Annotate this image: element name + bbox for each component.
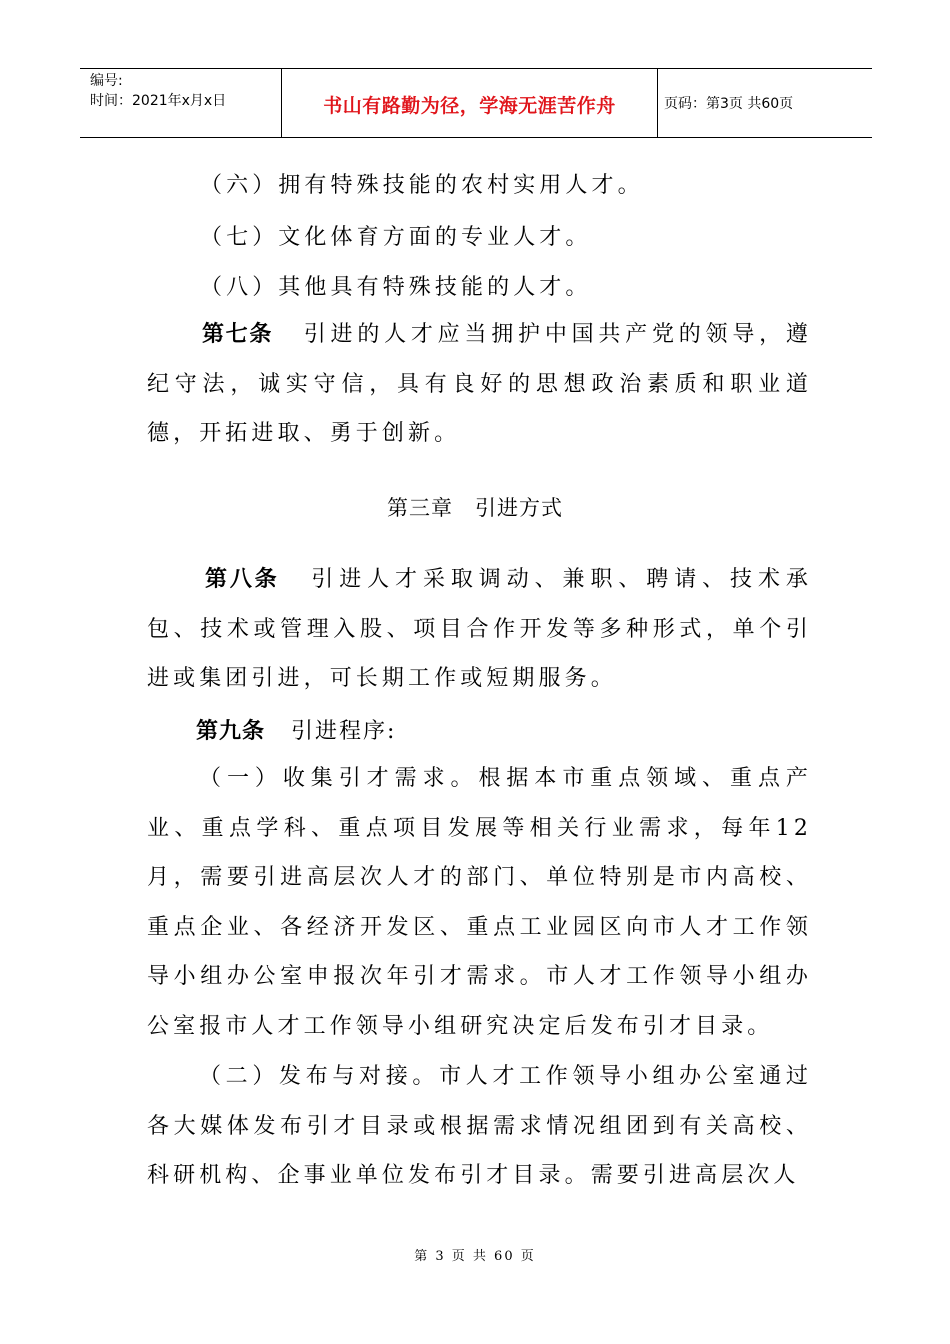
chapter-heading: 第三章 引进方式 [387,496,563,520]
article-9-step-2: （二）发布与对接。市人才工作领导小组办公室通过各大媒体发布引才目录或根据需求情况组团到有关高校、科研机构、企事业单位发布引才目录。需要引进高层次人 [147,1064,812,1188]
header-page-cell [658,69,872,137]
article-7 [147,310,812,459]
article-9 [196,714,396,745]
item-6: （六）拥有特殊技能的农村实用人才。 [200,173,644,198]
header-motto-cell [282,69,658,137]
page-header [80,68,872,138]
time-label: 时间：2021年x月x日 [90,93,227,109]
doc-number-label: 编号: [90,73,123,89]
item-7: （七）文化体育方面的专业人才。 [200,225,592,250]
header-meta-cell [80,69,282,137]
item-8: （八）其他具有特殊技能的人才。 [200,275,592,300]
article-7-label: 第七条 [202,322,274,347]
page-footer: 第 3 页 共 60 页 [414,1249,536,1264]
article-8-label: 第八条 [205,567,280,592]
motto: 书山有路勤为径，学海无涯苦作舟 [323,95,616,117]
article-8-text: 引进人才采取调动、兼职、聘请、技术承包、技术或管理入股、项目合作开发等多种形式，单个引进或集团引进，可长期工作或短期服务。 [147,567,812,691]
page-info: 页码：第3页 共60页 [664,96,794,112]
article-7-text: 引进的人才应当拥护中国共产党的领导，遵纪守法，诚实守信，具有良好的思想政治素质和职业道德，开拓进取、勇于创新。 [147,322,812,446]
article-9-text: 引进程序: [291,719,397,744]
article-9-step-1: （一）收集引才需求。根据本市重点领域、重点产业、重点学科、重点项目发展等相关行业需求，每年12月，需要引进高层次人才的部门、单位特别是市内高校、重点企业、各经济开发区、重点工业园区向市人才工作领导小组办公室申报次年引才需求。市人才工作领导小组办公室报市人才工作领导小组研究决定后发布引才目录。 [147,766,812,1039]
article-8 [147,555,812,704]
article-9-label: 第九条 [196,719,266,744]
